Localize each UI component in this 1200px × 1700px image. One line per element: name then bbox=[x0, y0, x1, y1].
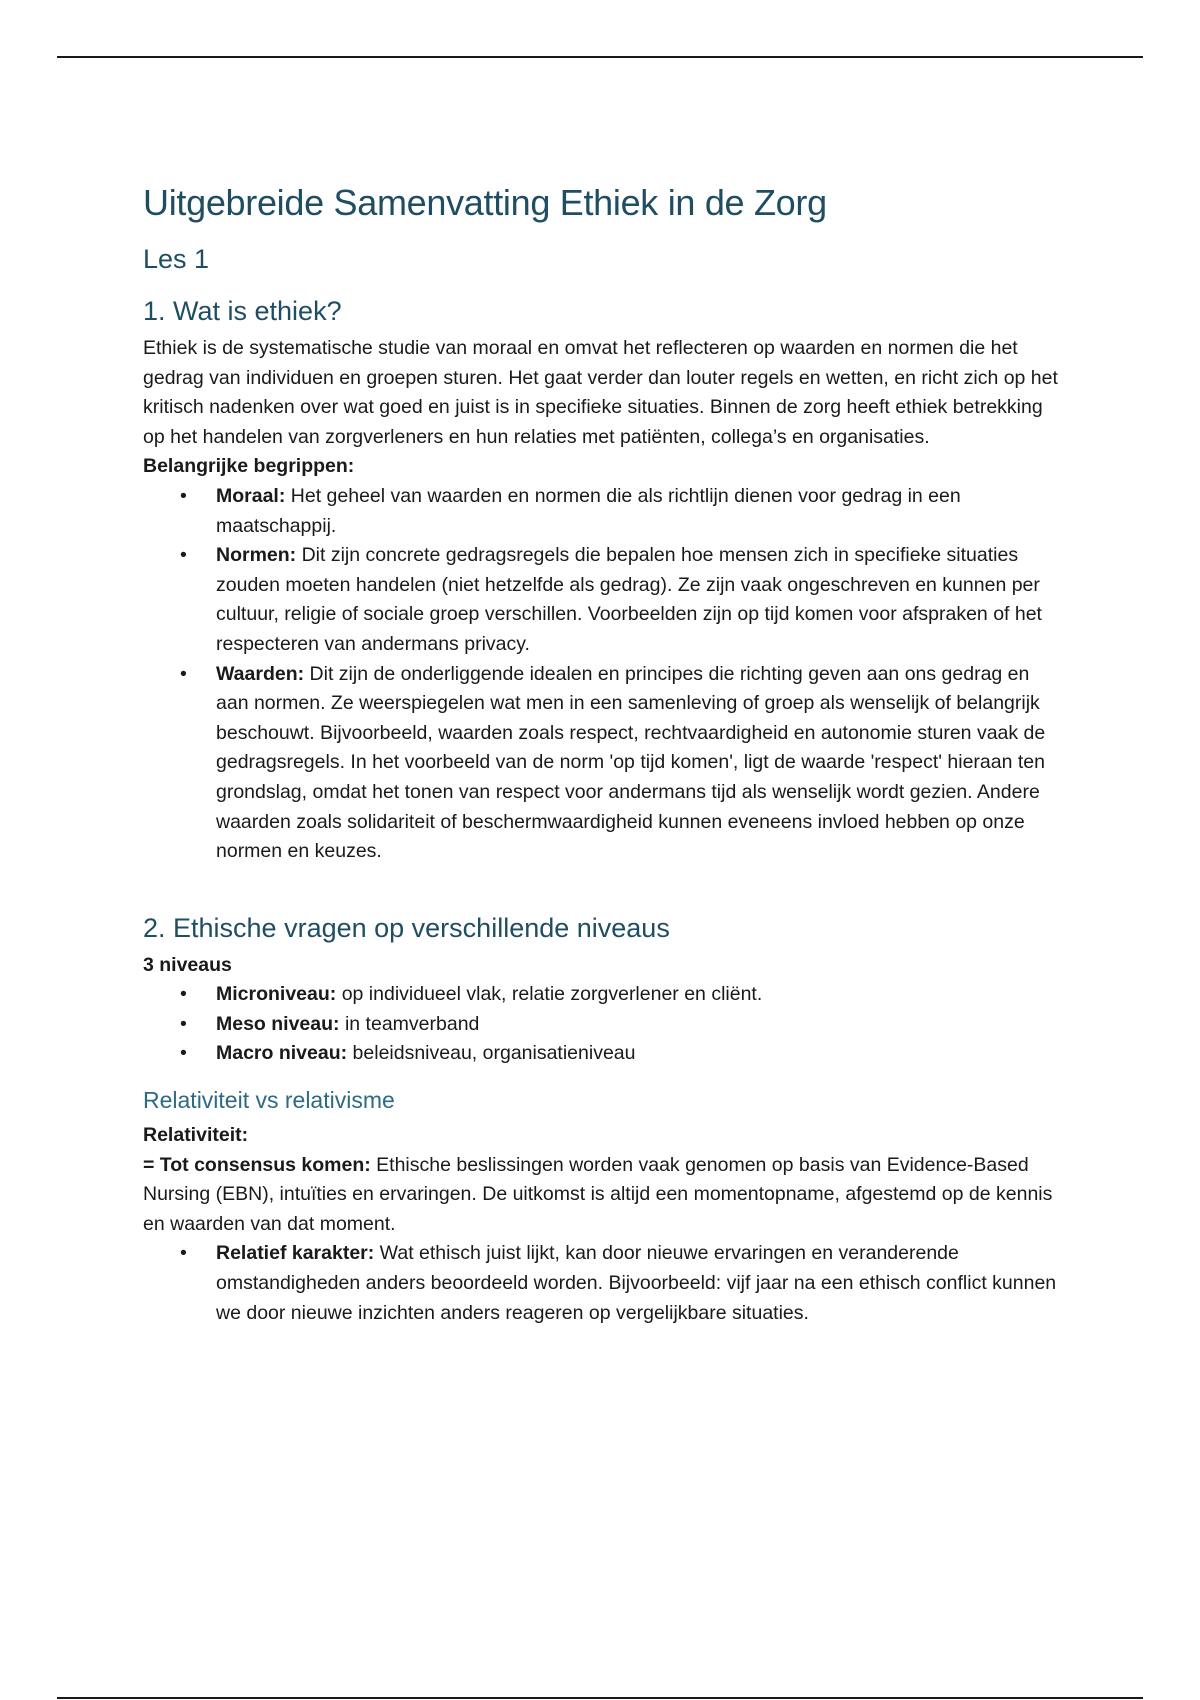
level-item-meso bbox=[143, 1010, 1063, 1040]
relative-list bbox=[143, 1239, 1063, 1328]
level-term: Macro niveau: bbox=[216, 1042, 348, 1065]
relative-text: Wat ethisch juist lijkt, kan door nieuwe ervaringen en veranderende omstandigheden anders beoordeeld worden. Bijvoorbeeld: vijf jaar na een ethisch conflict kunnen we door nieuwe inzichten anders reageren op vergelijkbare situaties. bbox=[216, 1242, 1057, 1324]
top-rule bbox=[57, 56, 1143, 58]
bullet-icon: • bbox=[180, 662, 187, 685]
section-1-intro: Ethiek is de systematische studie van moraal en omvat het reflecteren op waarden en normen die het gedrag van individuen en groepen sturen. Het gaat verder dan louter regels en wetten, en richt zich op het kritisch nadenken over wat goed en juist is in specifieke situaties. Binnen de zorg heeft ethiek betrekking op het handelen van zorgverleners en hun relaties met patiënten, collega’s en organisaties. bbox=[143, 337, 1058, 448]
level-term: Meso niveau: bbox=[216, 1012, 340, 1035]
concept-text: Dit zijn de onderliggende idealen en principes die richting geven aan ons gedrag en aan normen. Ze weerspiegelen wat men in een samenleving of groep als wenselijk of belangrijk beschouwt. Bijvoorbeeld, waarden zoals respect, rechtvaardigheid en autonomie sturen vaak de gedragsregels. In het voorbeeld van de norm 'op tijd komen', ligt de waarde 'respect' hieraan ten grondslag, omdat het tonen van respect voor andermans tijd als wenselijk wordt gezien. Andere waarden zoals solidariteit of beschermwaardigheid kunnen eveneens invloed hebben op onze normen en keuzes. bbox=[216, 662, 1046, 863]
level-item-micro bbox=[143, 980, 1063, 1010]
concept-item-moraal bbox=[143, 482, 1063, 541]
relativity-label: Relativiteit: bbox=[143, 1124, 249, 1147]
concept-text: Het geheel van waarden en normen die als richtlijn dienen voor gedrag in een maatschappij. bbox=[216, 484, 961, 537]
consensus-text: Ethische beslissingen worden vaak genomen op basis van Evidence-Based Nursing (EBN), intuïties en ervaringen. De uitkomst is altijd een momentopname, afgestemd op de kennis en waarden van dat moment. bbox=[143, 1153, 1053, 1235]
bottom-rule bbox=[57, 1697, 1143, 1699]
concept-item-waarden bbox=[143, 660, 1063, 867]
section-1-heading: 1. Wat is ethiek? bbox=[143, 296, 342, 326]
level-text: beleidsniveau, organisatieniveau bbox=[347, 1042, 636, 1065]
concept-term: Normen: bbox=[216, 544, 297, 567]
level-term: Microniveau: bbox=[216, 983, 337, 1006]
relative-item bbox=[143, 1239, 1063, 1328]
levels-list bbox=[143, 980, 1063, 1069]
concept-text: Dit zijn concrete gedragsregels die bepalen hoe mensen zich in specifieke situaties zouden moeten handelen (niet hetzelfde als gedrag). Ze zijn vaak ongeschreven en kunnen per cultuur, religie of sociale groep verschillen. Voorbeelden zijn op tijd komen voor afspraken of het respecteren van andermans privacy. bbox=[216, 544, 1042, 655]
level-text: op individueel vlak, relatie zorgverlener en cliënt. bbox=[336, 983, 763, 1006]
concepts-label: Belangrijke begrippen: bbox=[143, 455, 355, 478]
section-2-heading: 2. Ethische vragen op verschillende niveaus bbox=[143, 912, 670, 943]
concepts-list bbox=[143, 482, 1063, 867]
level-text: in teamverband bbox=[339, 1012, 480, 1035]
lesson-heading: Les 1 bbox=[143, 244, 210, 274]
relative-term: Relatief karakter: bbox=[216, 1242, 375, 1265]
consensus-term: = Tot consensus komen: bbox=[143, 1153, 371, 1176]
levels-label: 3 niveaus bbox=[143, 953, 232, 976]
concept-item-normen bbox=[143, 541, 1063, 659]
level-item-macro bbox=[143, 1039, 1063, 1069]
document-title: Uitgebreide Samenvatting Ethiek in de Zorg bbox=[143, 182, 827, 223]
bullet-icon: • bbox=[180, 983, 187, 1006]
consensus-paragraph bbox=[143, 1151, 1063, 1240]
document-page bbox=[143, 180, 1063, 1328]
concept-term: Waarden: bbox=[216, 662, 305, 685]
bullet-icon: • bbox=[180, 1012, 187, 1035]
bullet-icon: • bbox=[180, 1042, 187, 1065]
relativity-subheading: Relativiteit vs relativisme bbox=[143, 1087, 395, 1114]
bullet-icon: • bbox=[180, 544, 187, 567]
concept-term: Moraal: bbox=[216, 484, 286, 507]
bullet-icon: • bbox=[180, 484, 187, 507]
bullet-icon: • bbox=[180, 1242, 187, 1265]
